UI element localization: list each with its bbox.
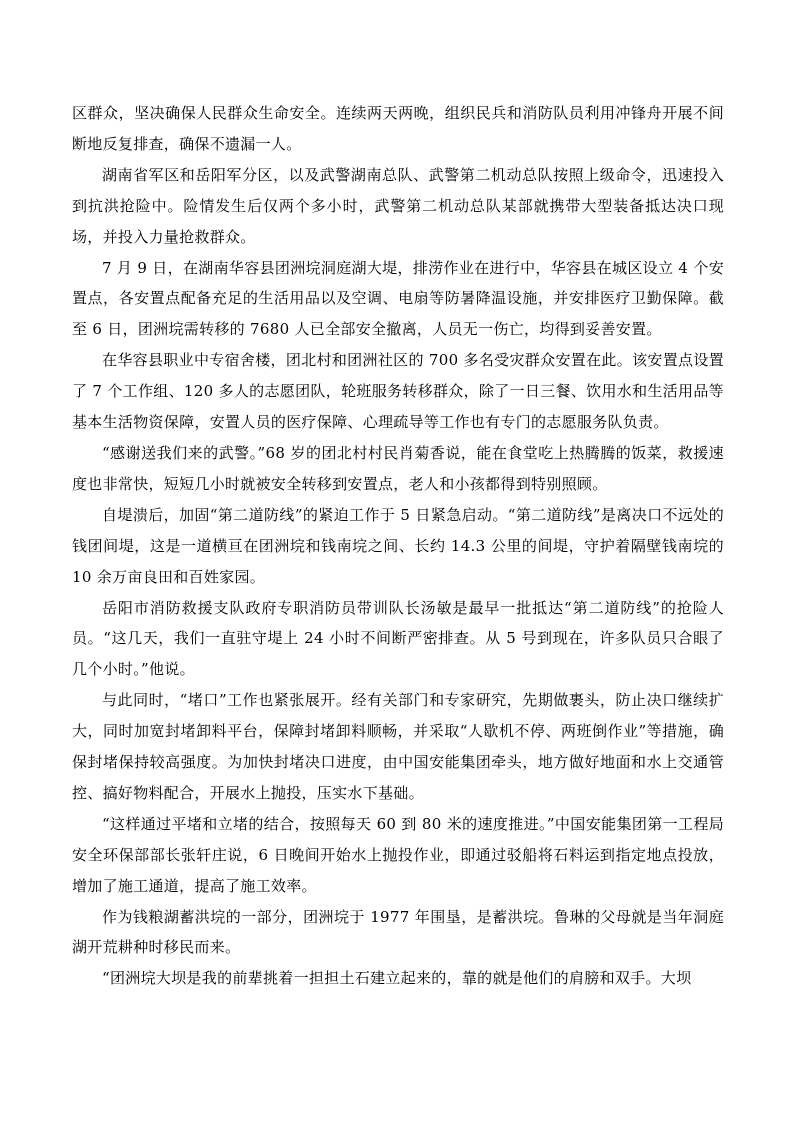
paragraph-4: 在华容县职业中专宿舍楼，团北村和团洲社区的 700 多名受灾群众安置在此。该安置点设置了 7 个工作组、120 多人的志愿团队，轮班服务转移群众，除了一日三餐、饮用水和生活用品等基本生活物资保障，安置人员的医疗保障、心理疏导等工作也有专门的志愿服务队负责。 bbox=[72, 351, 724, 432]
paragraph-8: 与此同时，“堵口”工作也紧张展开。经有关部门和专家研究，先期做裹头，防止决口继续扩大，同时加宽封堵卸料平台，保障封堵卸料顺畅，并采取“人歇机不停、两班倒作业”等措施，确保封堵保持较高强度。为加快封堵决口进度，由中国安能集团牵头，地方做好地面和水上交通管控、搞好物料配合，开展水上抛投，压实水下基础。 bbox=[72, 691, 724, 802]
paragraph-2: 湖南省军区和岳阳军分区，以及武警湖南总队、武警第二机动总队按照上级命令，迅速投入到抗洪抢险中。险情发生后仅两个多小时，武警第二机动总队某部就携带大型装备抵达决口现场，并投入力量抢救群众。 bbox=[72, 165, 724, 246]
paragraph-9: “这样通过平堵和立堵的结合，按照每天 60 到 80 米的速度推进。”中国安能集团第一工程局安全环保部部长张轩庄说，6 日晚间开始水上抛投作业，即通过驳船将石料运到指定地点投放，增加了施工通道，提高了施工效率。 bbox=[72, 814, 724, 895]
paragraph-10: 作为钱粮湖蓄洪垸的一部分，团洲垸于 1977 年围垦，是蓄洪垸。鲁琳的父母就是当年洞庭湖开荒耕种时移民而来。 bbox=[72, 907, 724, 957]
paragraph-6: 自堤溃后，加固“第二道防线”的紧迫工作于 5 日紧急启动。“第二道防线”是离决口不远处的钱团间堤，这是一道横亘在团洲垸和钱南垸之间、长约 14.3 公里的间堤，守护着隔壁钱南垸的 10 余万亩良田和百姓家园。 bbox=[72, 505, 724, 586]
article-body bbox=[72, 98, 724, 994]
paragraph-7: 岳阳市消防救援支队政府专职消防员带训队长汤敏是最早一批抵达“第二道防线”的抢险人员。“这几天，我们一直驻守堤上 24 小时不间断严密排查。从 5 号到现在，许多队员只合眼了几个小时。”他说。 bbox=[72, 598, 724, 679]
paragraph-5: “感谢送我们来的武警。”68 岁的团北村村民肖菊香说，能在食堂吃上热腾腾的饭菜，救援速度也非常快，短短几小时就被安全转移到安置点，老人和小孩都得到特别照顾。 bbox=[72, 443, 724, 493]
paragraph-3: 7 月 9 日，在湖南华容县团洲垸洞庭湖大堤，排涝作业在进行中，华容县在城区设立 4 个安置点，各安置点配备充足的生活用品以及空调、电扇等防暑降温设施，并安排医疗卫勤保障。截至 6 日，团洲垸需转移的 7680 人已全部安全撤离，人员无一伤亡，均得到妥善安置。 bbox=[72, 258, 724, 339]
paragraph-11: “团洲垸大坝是我的前辈挑着一担担土石建立起来的，靠的就是他们的肩膀和双手。大坝 bbox=[102, 969, 692, 988]
paragraph-1: 区群众，坚决确保人民群众生命安全。连续两天两晚，组织民兵和消防队员利用冲锋舟开展不间断地反复排查，确保不遗漏一人。 bbox=[72, 104, 724, 153]
